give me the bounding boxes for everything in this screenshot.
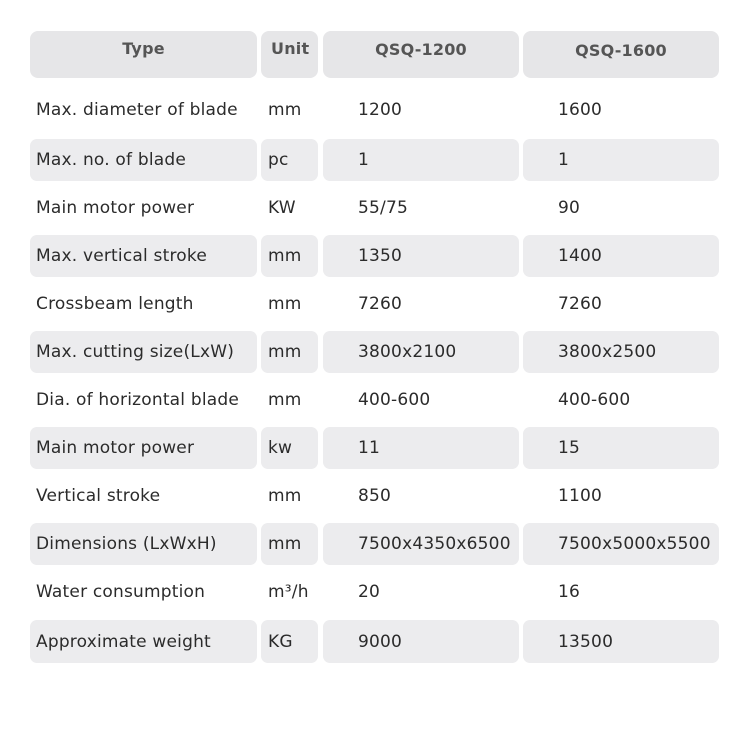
table-row-param: Water consumption	[36, 582, 206, 602]
table-row-value-qsq-1200: 1350	[323, 235, 519, 277]
table-row-value-qsq-1600: 16	[558, 582, 581, 602]
table-row-value-qsq-1600: 15	[523, 427, 719, 469]
table-row-value-qsq-1600: 1	[523, 139, 719, 181]
table-row-value-qsq-1200: 3800x2100	[323, 331, 519, 373]
table-row-value-qsq-1200: 1200	[358, 100, 403, 120]
table-row-param: Max. cutting size(LxW)	[30, 331, 257, 373]
table-row-param: Dimensions (LxWxH)	[30, 523, 257, 565]
table-row-unit: mm	[261, 523, 318, 565]
table-row-value-qsq-1600: 1100	[558, 486, 603, 506]
table-row-unit: mm	[268, 294, 302, 314]
table-row-unit: kw	[261, 427, 318, 469]
table-row-value-qsq-1200: 55/75	[358, 198, 408, 218]
table-row-unit: mm	[261, 331, 318, 373]
table-row-unit: KG	[261, 620, 318, 663]
table-row-param: Vertical stroke	[36, 486, 161, 506]
table-row-value-qsq-1600: 3800x2500	[523, 331, 719, 373]
table-row-value-qsq-1200: 20	[358, 582, 381, 602]
table-row-param: Dia. of horizontal blade	[36, 390, 240, 410]
table-row-value-qsq-1200: 7260	[358, 294, 403, 314]
table-row-unit: m³/h	[268, 582, 309, 602]
table-row-unit: mm	[268, 486, 302, 506]
table-row-unit: pc	[261, 139, 318, 181]
table-row-value-qsq-1600: 7260	[558, 294, 603, 314]
table-row-value-qsq-1200: 9000	[323, 620, 519, 663]
table-row-unit: mm	[261, 235, 318, 277]
table-row-value-qsq-1200: 7500x4350x6500	[323, 523, 519, 565]
table-row-value-qsq-1600: 90	[558, 198, 581, 218]
header-unit: Unit	[261, 31, 318, 78]
table-row-value-qsq-1600: 1400	[523, 235, 719, 277]
table-row-value-qsq-1600: 7500x5000x5500	[523, 523, 719, 565]
table-row-value-qsq-1200: 11	[323, 427, 519, 469]
table-row-value-qsq-1200: 850	[358, 486, 392, 506]
table-row-value-qsq-1600: 1600	[558, 100, 603, 120]
table-row-param: Max. no. of blade	[30, 139, 257, 181]
table-row-unit: KW	[268, 198, 296, 218]
header-model-qsq-1600: QSQ-1600	[523, 31, 719, 78]
table-row-param: Approximate weight	[30, 620, 257, 663]
table-row-param: Max. vertical stroke	[30, 235, 257, 277]
table-row-param: Main motor power	[36, 198, 195, 218]
table-row-value-qsq-1600: 13500	[523, 620, 719, 663]
table-row-value-qsq-1200: 400-600	[358, 390, 431, 410]
table-row-unit: mm	[268, 390, 302, 410]
table-row-param: Main motor power	[30, 427, 257, 469]
table-row-unit: mm	[268, 100, 302, 120]
table-row-value-qsq-1600: 400-600	[558, 390, 631, 410]
header-model-qsq-1200: QSQ-1200	[323, 31, 519, 78]
header-type: Type	[30, 31, 257, 78]
table-row-param: Crossbeam length	[36, 294, 194, 314]
table-row-value-qsq-1200: 1	[323, 139, 519, 181]
table-row-param: Max. diameter of blade	[36, 100, 238, 120]
